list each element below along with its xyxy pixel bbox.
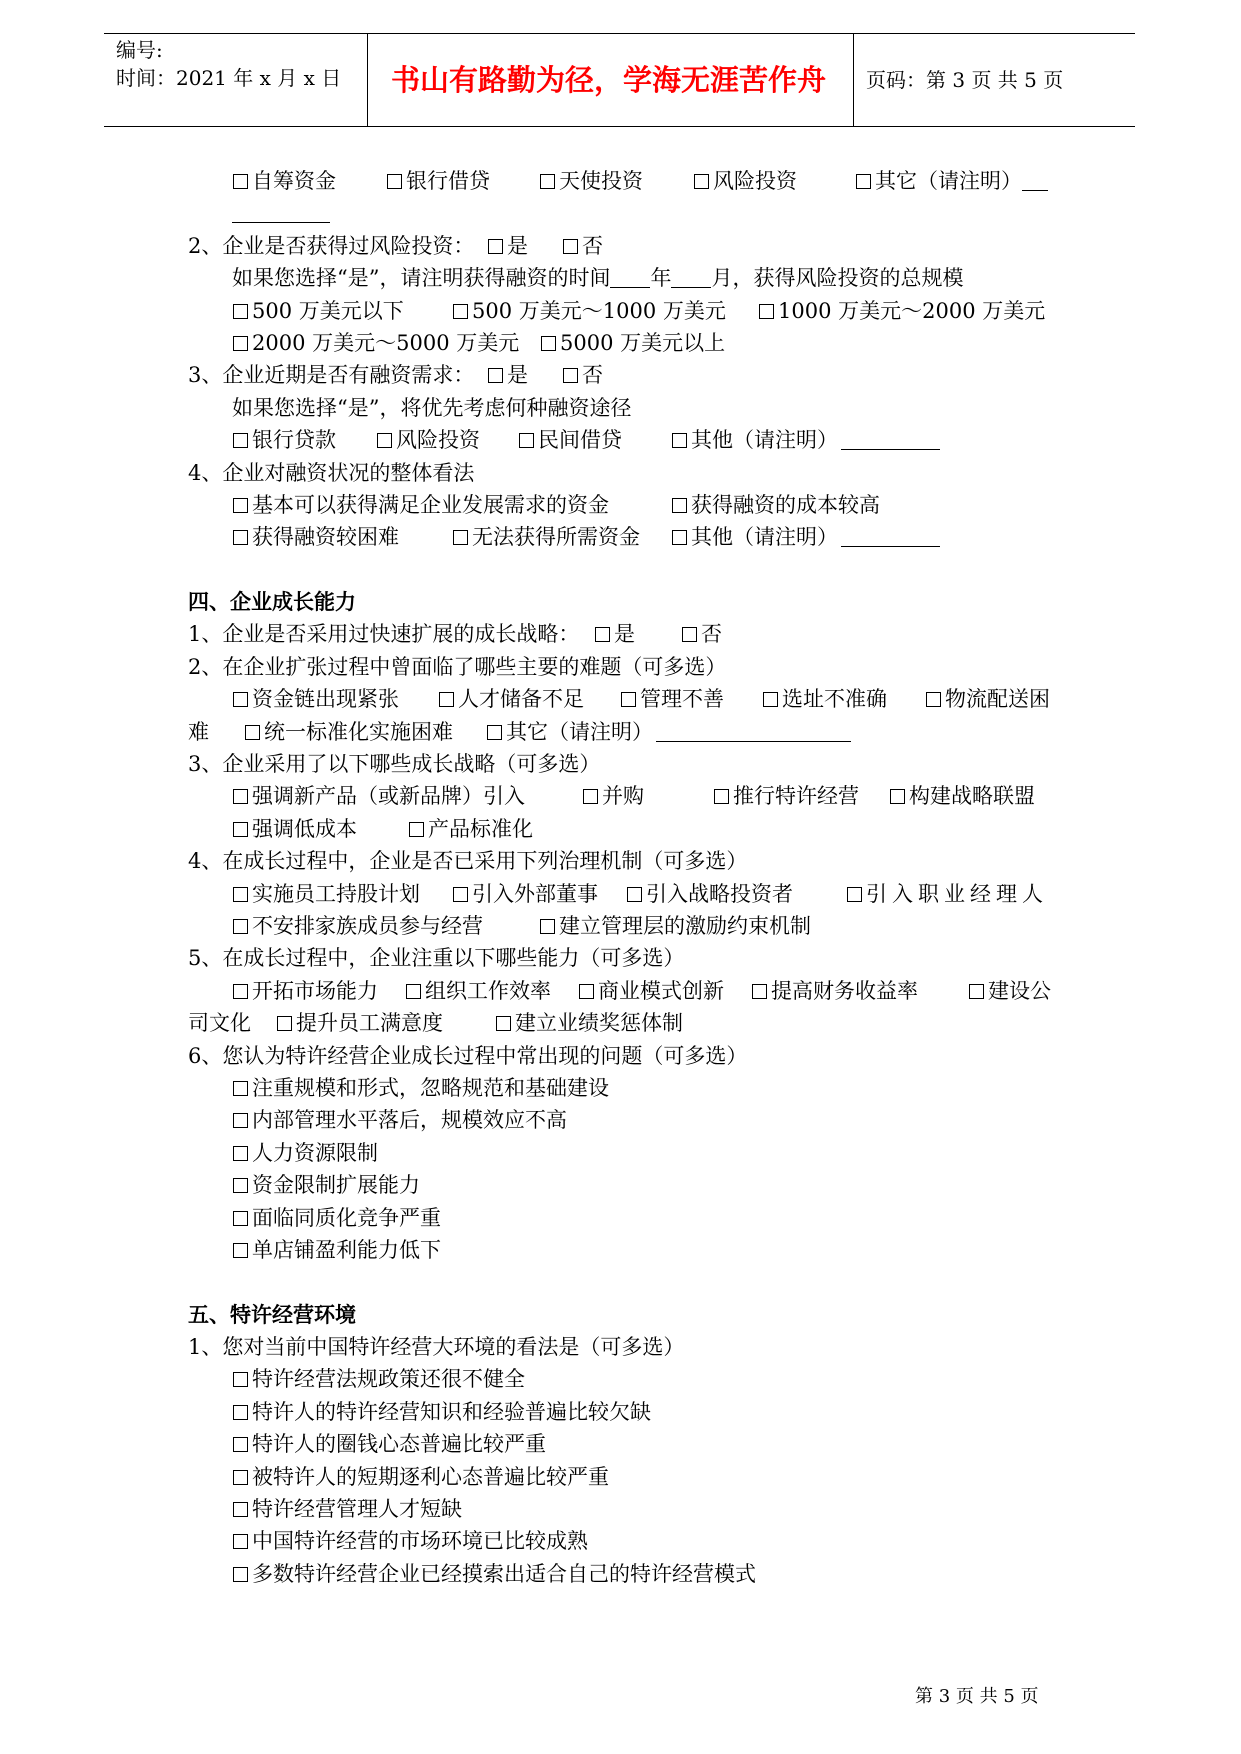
option-unobtainable — [452, 521, 640, 553]
checkbox-icon — [672, 433, 687, 448]
option-label: 1000 万美元～2000 万美元 — [778, 298, 1046, 323]
checkbox-icon — [233, 1081, 248, 1096]
checkbox-icon — [969, 984, 984, 999]
option-label: 特许人的圈钱心态普遍比较严重 — [252, 1432, 546, 1457]
option-label: 商业模式创新 — [598, 978, 724, 1003]
option-strategic-investors — [626, 878, 793, 910]
checkbox-icon — [439, 692, 454, 707]
option-label: 其他（请注明） — [691, 525, 838, 550]
option-label: 实施员工持股计划 — [252, 881, 420, 906]
option-standardization — [244, 716, 453, 748]
checkbox-icon — [277, 1016, 292, 1031]
question-row — [0, 651, 1241, 683]
option-label: 不安排家族成员参与经营 — [252, 913, 483, 938]
option-label: 银行贷款 — [252, 428, 336, 453]
fill-in-blank — [671, 286, 711, 288]
option-label: 引入战略投资者 — [646, 881, 793, 906]
option-label: 面临同质化竞争严重 — [252, 1205, 441, 1230]
checkbox-icon — [847, 887, 862, 902]
option-employee-stock — [232, 878, 420, 910]
question-text: 1、您对当前中国特许经营大环境的看法是（可多选） — [188, 1335, 685, 1360]
question-text: 3、企业近期是否有融资需求： — [188, 363, 475, 388]
option-label: 获得融资的成本较高 — [691, 492, 880, 517]
option-label: 银行借贷 — [406, 169, 490, 193]
option-capital-chain — [232, 683, 399, 715]
checkbox-icon — [233, 1372, 248, 1387]
question-text: 4、企业对融资状况的整体看法 — [188, 460, 475, 485]
question-row — [0, 230, 1241, 262]
option-other — [671, 521, 940, 553]
question-row — [0, 1331, 1241, 1363]
option-strategic-alliance — [889, 780, 1035, 812]
option-label: 人才储备不足 — [458, 687, 584, 712]
options-row — [0, 295, 1241, 327]
question-text: 2、企业是否获得过风险投资： — [188, 233, 475, 258]
option-label: 获得融资较困难 — [252, 525, 399, 550]
option-item — [232, 1234, 441, 1266]
option-label: 选址不准确 — [782, 687, 887, 712]
checkbox-icon — [233, 1113, 248, 1128]
option-label: 提升员工满意度 — [296, 1011, 443, 1036]
option-label: 建立管理层的激励约束机制 — [559, 913, 811, 938]
option-item — [232, 1396, 651, 1428]
checkbox-icon — [233, 1534, 248, 1549]
option-label: 特许人的特许经营知识和经验普遍比较欠缺 — [252, 1399, 651, 1424]
option-item — [232, 1525, 588, 1557]
option-item — [232, 1104, 567, 1136]
checkbox-icon — [890, 789, 905, 804]
checkbox-icon — [233, 1178, 248, 1193]
option-site-selection — [762, 683, 887, 715]
question-text: 5、在成长过程中，企业注重以下哪些能力（可多选） — [188, 946, 685, 971]
followup-row — [0, 392, 1241, 424]
option-difficult — [232, 521, 399, 553]
checkbox-icon — [453, 530, 468, 545]
checkbox-icon — [488, 239, 503, 254]
option-item — [232, 1072, 609, 1104]
option-funding-sufficient — [232, 489, 609, 521]
option-label: 自筹资金 — [252, 169, 336, 193]
checkbox-icon — [579, 984, 594, 999]
option-item — [232, 1363, 525, 1395]
checkbox-icon — [245, 725, 260, 740]
option-item — [232, 1461, 609, 1493]
funding-sources-row — [0, 165, 1241, 197]
checkbox-icon — [233, 336, 248, 351]
header-date-label: 时间：2021 年 x 月 x 日 — [116, 66, 342, 90]
option-label: 引入职业经理人 — [866, 881, 1048, 906]
option-no — [681, 618, 722, 650]
option-business-model — [578, 975, 724, 1007]
question-row — [0, 1040, 1241, 1072]
fill-in-blank — [656, 740, 851, 742]
option-no — [562, 359, 603, 391]
header-divider-left — [367, 33, 368, 126]
header-bottom-rule — [104, 126, 1135, 127]
question-row — [0, 618, 1241, 650]
option-bank-loan — [232, 424, 336, 456]
option-scale-1 — [232, 295, 404, 327]
checkbox-icon — [377, 433, 392, 448]
checkbox-icon — [387, 174, 402, 189]
checkbox-icon — [453, 304, 468, 319]
checkbox-icon — [233, 1470, 248, 1485]
option-employee-satisfaction — [276, 1007, 443, 1039]
fill-in-blank-wrapper — [232, 197, 330, 229]
option-label: 500 万美元以下 — [252, 298, 404, 323]
option-label: 组织工作效率 — [425, 978, 551, 1003]
option-label: 是 — [507, 233, 528, 258]
section-heading: 四、企业成长能力 — [188, 589, 356, 615]
document-body — [0, 165, 1241, 1590]
fill-in-continuation-row — [0, 197, 1241, 229]
option-scale-5 — [540, 327, 725, 359]
option-label: 资金链出现紧张 — [252, 687, 399, 712]
option-label: 并购 — [602, 784, 644, 809]
option-financial-returns — [751, 975, 918, 1007]
option-no-family-members — [232, 910, 483, 942]
checkbox-icon — [583, 789, 598, 804]
checkbox-icon — [406, 984, 421, 999]
question-text: 4、在成长过程中，企业是否已采用下列治理机制（可多选） — [188, 849, 748, 874]
fill-in-blank — [841, 448, 940, 450]
checkbox-icon — [856, 174, 871, 189]
question-row — [0, 748, 1241, 780]
options-row — [0, 975, 1241, 1007]
checkbox-icon — [233, 304, 248, 319]
option-label: 多数特许经营企业已经摸索出适合自己的特许经营模式 — [252, 1561, 756, 1586]
question-row — [0, 942, 1241, 974]
followup-row — [0, 262, 1241, 294]
option-other — [855, 165, 1048, 197]
option-other — [671, 424, 940, 456]
question-text: 6、您认为特许经营企业成长过程中常出现的问题（可多选） — [188, 1043, 748, 1068]
option-label: 否 — [701, 622, 722, 647]
option-label: 2000 万美元～5000 万美元 — [252, 330, 520, 355]
option-item — [232, 1493, 462, 1525]
option-private-lending — [518, 424, 622, 456]
option-new-products — [232, 780, 525, 812]
option-corporate-culture — [968, 975, 1051, 1007]
option-label: 中国特许经营的市场环境已比较成熟 — [252, 1529, 588, 1554]
option-market-expansion — [232, 975, 378, 1007]
checkbox-icon — [926, 692, 941, 707]
option-label: 管理不善 — [640, 687, 724, 712]
question-text: 2、在企业扩张过程中曾面临了哪些主要的难题（可多选） — [188, 654, 727, 679]
option-cost-high — [671, 489, 880, 521]
option-professional-managers — [846, 878, 1048, 910]
checkbox-icon — [233, 530, 248, 545]
option-label: 单店铺盈利能力低下 — [252, 1237, 441, 1262]
options-row — [0, 716, 1241, 748]
checkbox-icon — [233, 984, 248, 999]
options-row — [0, 780, 1241, 812]
checkbox-icon — [233, 498, 248, 513]
option-label: 提高财务收益率 — [771, 978, 918, 1003]
checkbox-icon — [595, 627, 610, 642]
checkbox-icon — [233, 1502, 248, 1517]
header-divider-right — [853, 33, 854, 126]
option-label: 引入外部董事 — [472, 881, 598, 906]
options-row — [0, 813, 1241, 845]
checkbox-icon — [233, 692, 248, 707]
option-work-efficiency — [405, 975, 551, 1007]
checkbox-icon — [233, 1146, 248, 1161]
option-label: 5000 万美元以上 — [560, 330, 726, 355]
checkbox-icon — [759, 304, 774, 319]
options-row — [0, 1461, 1241, 1493]
checkbox-icon — [233, 822, 248, 837]
option-item — [232, 1428, 546, 1460]
option-bank-loan — [386, 165, 490, 197]
option-label: 天使投资 — [559, 169, 643, 193]
checkbox-icon — [563, 239, 578, 254]
option-label: 风险投资 — [396, 428, 480, 453]
followup-text: 如果您选择“是”，将优先考虑何种融资途径 — [232, 395, 632, 420]
option-self-funding — [232, 165, 336, 197]
options-row — [0, 1525, 1241, 1557]
checkbox-icon — [672, 530, 687, 545]
option-label: 推行特许经营 — [733, 784, 859, 809]
options-row — [0, 1493, 1241, 1525]
option-scale-4 — [232, 327, 519, 359]
option-label: 500 万美元～1000 万美元 — [472, 298, 726, 323]
option-mergers — [582, 780, 644, 812]
options-row — [0, 1363, 1241, 1395]
question-text: 3、企业采用了以下哪些成长战略（可多选） — [188, 752, 601, 777]
option-label: 否 — [582, 363, 603, 388]
followup-year: 年 — [650, 266, 672, 291]
header-page-label: 页码：第 3 页 共 5 页 — [866, 68, 1064, 92]
section-heading: 五、特许经营环境 — [188, 1301, 356, 1327]
section-heading-row — [0, 586, 1241, 618]
options-row — [0, 1396, 1241, 1428]
option-label: 建立业绩奖惩体制 — [515, 1011, 683, 1036]
options-row — [0, 1202, 1241, 1234]
option-no — [562, 230, 603, 262]
option-yes — [487, 359, 528, 391]
option-item — [232, 1169, 420, 1201]
option-label: 产品标准化 — [428, 816, 533, 841]
option-yes — [594, 618, 635, 650]
options-row — [0, 327, 1241, 359]
option-label: 其他（请注明） — [691, 428, 838, 453]
checkbox-icon — [540, 174, 555, 189]
page-footer: 第 3 页 共 5 页 — [915, 1686, 1039, 1707]
option-label: 统一标准化实施困难 — [264, 719, 453, 744]
checkbox-icon — [540, 919, 555, 934]
option-label: 被特许人的短期逐利心态普遍比较严重 — [252, 1464, 609, 1489]
options-row — [0, 1007, 1241, 1039]
checkbox-icon — [519, 433, 534, 448]
spacer — [0, 554, 1241, 586]
question-row — [0, 359, 1241, 391]
options-row — [0, 489, 1241, 521]
checkbox-icon — [233, 789, 248, 804]
option-scale-2 — [452, 295, 726, 327]
checkbox-icon — [233, 1243, 248, 1258]
checkbox-icon — [488, 368, 503, 383]
option-item — [232, 1202, 441, 1234]
options-row — [0, 1137, 1241, 1169]
checkbox-icon — [496, 1016, 511, 1031]
checkbox-icon — [563, 368, 578, 383]
option-venture-investment — [376, 424, 480, 456]
checkbox-icon — [233, 433, 248, 448]
option-label: 其它（请注明） — [875, 169, 1022, 193]
checkbox-icon — [233, 1211, 248, 1226]
question-row — [0, 457, 1241, 489]
checkbox-icon — [627, 887, 642, 902]
option-label: 物流配送困 — [945, 687, 1050, 712]
checkbox-icon — [233, 887, 248, 902]
option-talent-shortage — [438, 683, 584, 715]
option-label: 无法获得所需资金 — [472, 525, 640, 550]
checkbox-icon — [233, 1437, 248, 1452]
option-label: 强调低成本 — [252, 816, 357, 841]
options-row — [0, 424, 1241, 456]
followup-text — [232, 262, 963, 294]
option-label: 建设公 — [988, 978, 1051, 1003]
checkbox-icon — [541, 336, 556, 351]
option-label: 是 — [507, 363, 528, 388]
option-item — [232, 1137, 378, 1169]
option-yes — [487, 230, 528, 262]
option-scale-3 — [758, 295, 1045, 327]
checkbox-icon — [672, 498, 687, 513]
option-product-standardization — [408, 813, 533, 845]
option-venture-investment — [693, 165, 797, 197]
header-number-label: 编号: — [116, 38, 163, 62]
checkbox-icon — [487, 725, 502, 740]
followup-part: 如果您选择“是”，请注明获得融资的时间 — [232, 266, 611, 291]
option-label: 民间借贷 — [538, 428, 622, 453]
option-label-wrap: 司文化 — [188, 1011, 251, 1036]
checkbox-icon — [233, 1567, 248, 1582]
option-label: 基本可以获得满足企业发展需求的资金 — [252, 492, 609, 517]
checkbox-icon — [714, 789, 729, 804]
options-row — [0, 1558, 1241, 1590]
option-other — [486, 716, 851, 748]
checkbox-icon — [621, 692, 636, 707]
option-label: 风险投资 — [713, 169, 797, 193]
option-label: 强调新产品（或新品牌）引入 — [252, 784, 525, 809]
options-row — [0, 1234, 1241, 1266]
options-row — [0, 521, 1241, 553]
checkbox-icon — [233, 919, 248, 934]
options-row — [0, 1169, 1241, 1201]
option-label: 注重规模和形式，忽略规范和基础建设 — [252, 1075, 609, 1100]
spacer — [0, 1266, 1241, 1298]
header-motto: 书山有路勤为径，学海无涯苦作舟 — [391, 63, 827, 97]
question-text: 1、企业是否采用过快速扩展的成长战略： — [188, 622, 580, 647]
option-label: 人力资源限制 — [252, 1140, 378, 1165]
options-row — [0, 1072, 1241, 1104]
option-incentive-mechanism — [539, 910, 811, 942]
option-franchising — [713, 780, 859, 812]
checkbox-icon — [752, 984, 767, 999]
options-row — [0, 1428, 1241, 1460]
section-heading-row — [0, 1299, 1241, 1331]
options-row — [0, 683, 1241, 715]
option-label: 是 — [614, 622, 635, 647]
option-item — [232, 1558, 756, 1590]
option-label: 特许经营法规政策还很不健全 — [252, 1367, 525, 1392]
header-top-rule — [104, 33, 1135, 34]
option-label: 开拓市场能力 — [252, 978, 378, 1003]
followup-part: 月，获得风险投资的总规模 — [711, 266, 964, 291]
fill-in-blank — [232, 221, 330, 223]
checkbox-icon — [233, 174, 248, 189]
question-row — [0, 845, 1241, 877]
option-low-cost — [232, 813, 357, 845]
checkbox-icon — [453, 887, 468, 902]
options-row — [0, 878, 1241, 910]
checkbox-icon — [694, 174, 709, 189]
checkbox-icon — [763, 692, 778, 707]
option-label-wrap: 难 — [188, 719, 209, 744]
fill-in-blank — [610, 286, 650, 288]
option-logistics — [925, 683, 1050, 715]
checkbox-icon — [682, 627, 697, 642]
fill-in-blank — [1022, 189, 1048, 191]
option-label: 构建战略联盟 — [909, 784, 1035, 809]
options-row — [0, 910, 1241, 942]
option-external-directors — [452, 878, 598, 910]
checkbox-icon — [233, 1405, 248, 1420]
option-poor-management — [620, 683, 724, 715]
option-label: 特许经营管理人才短缺 — [252, 1497, 462, 1522]
option-performance-system — [495, 1007, 683, 1039]
checkbox-icon — [409, 822, 424, 837]
options-row — [0, 1104, 1241, 1136]
option-label: 其它（请注明） — [506, 719, 653, 744]
option-angel-investment — [539, 165, 643, 197]
option-label: 否 — [582, 233, 603, 258]
option-label: 内部管理水平落后，规模效应不高 — [252, 1108, 567, 1133]
fill-in-blank — [841, 545, 940, 547]
option-label: 资金限制扩展能力 — [252, 1173, 420, 1198]
